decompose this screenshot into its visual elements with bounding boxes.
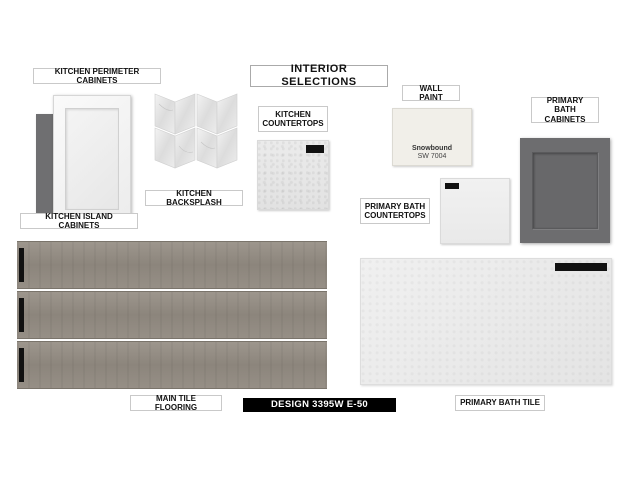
primary-bath-tile-sample bbox=[360, 258, 612, 385]
design-number-banner: DESIGN 3395W E-50 bbox=[243, 398, 396, 412]
main-tile-flooring-sample bbox=[17, 241, 327, 389]
kitchen-backsplash-sample bbox=[153, 92, 241, 172]
selection-board bbox=[0, 40, 640, 420]
label-main-tile-flooring: MAIN TILE FLOORING bbox=[130, 395, 222, 411]
label-kitchen-perimeter-cabinets: KITCHEN PERIMETER CABINETS bbox=[33, 68, 161, 84]
paint-color-code: SW 7004 bbox=[417, 153, 447, 160]
label-kitchen-countertops: KITCHEN COUNTERTOPS bbox=[258, 106, 328, 132]
label-wall-paint: WALL PAINT bbox=[402, 85, 460, 101]
label-primary-bath-countertops: PRIMARY BATH COUNTERTOPS bbox=[360, 198, 430, 224]
primary-bath-cabinet-door-sample bbox=[520, 138, 610, 243]
label-primary-bath-cabinets: PRIMARY BATH CABINETS bbox=[531, 97, 599, 123]
flooring-plank bbox=[17, 291, 327, 339]
kitchen-perimeter-cabinet-door-sample bbox=[53, 95, 131, 223]
kitchen-countertop-sample bbox=[257, 140, 329, 210]
flooring-plank bbox=[17, 241, 327, 289]
label-kitchen-island-cabinets: KITCHEN ISLAND CABINETS bbox=[20, 213, 138, 229]
label-kitchen-backsplash: KITCHEN BACKSPLASH bbox=[145, 190, 243, 206]
wall-paint-sample bbox=[392, 108, 472, 166]
primary-bath-countertop-sample bbox=[440, 178, 510, 244]
label-primary-bath-tile: PRIMARY BATH TILE bbox=[455, 395, 545, 411]
flooring-plank bbox=[17, 341, 327, 389]
board-title: INTERIOR SELECTIONS bbox=[250, 65, 388, 87]
paint-color-name: Snowbound bbox=[411, 145, 453, 152]
